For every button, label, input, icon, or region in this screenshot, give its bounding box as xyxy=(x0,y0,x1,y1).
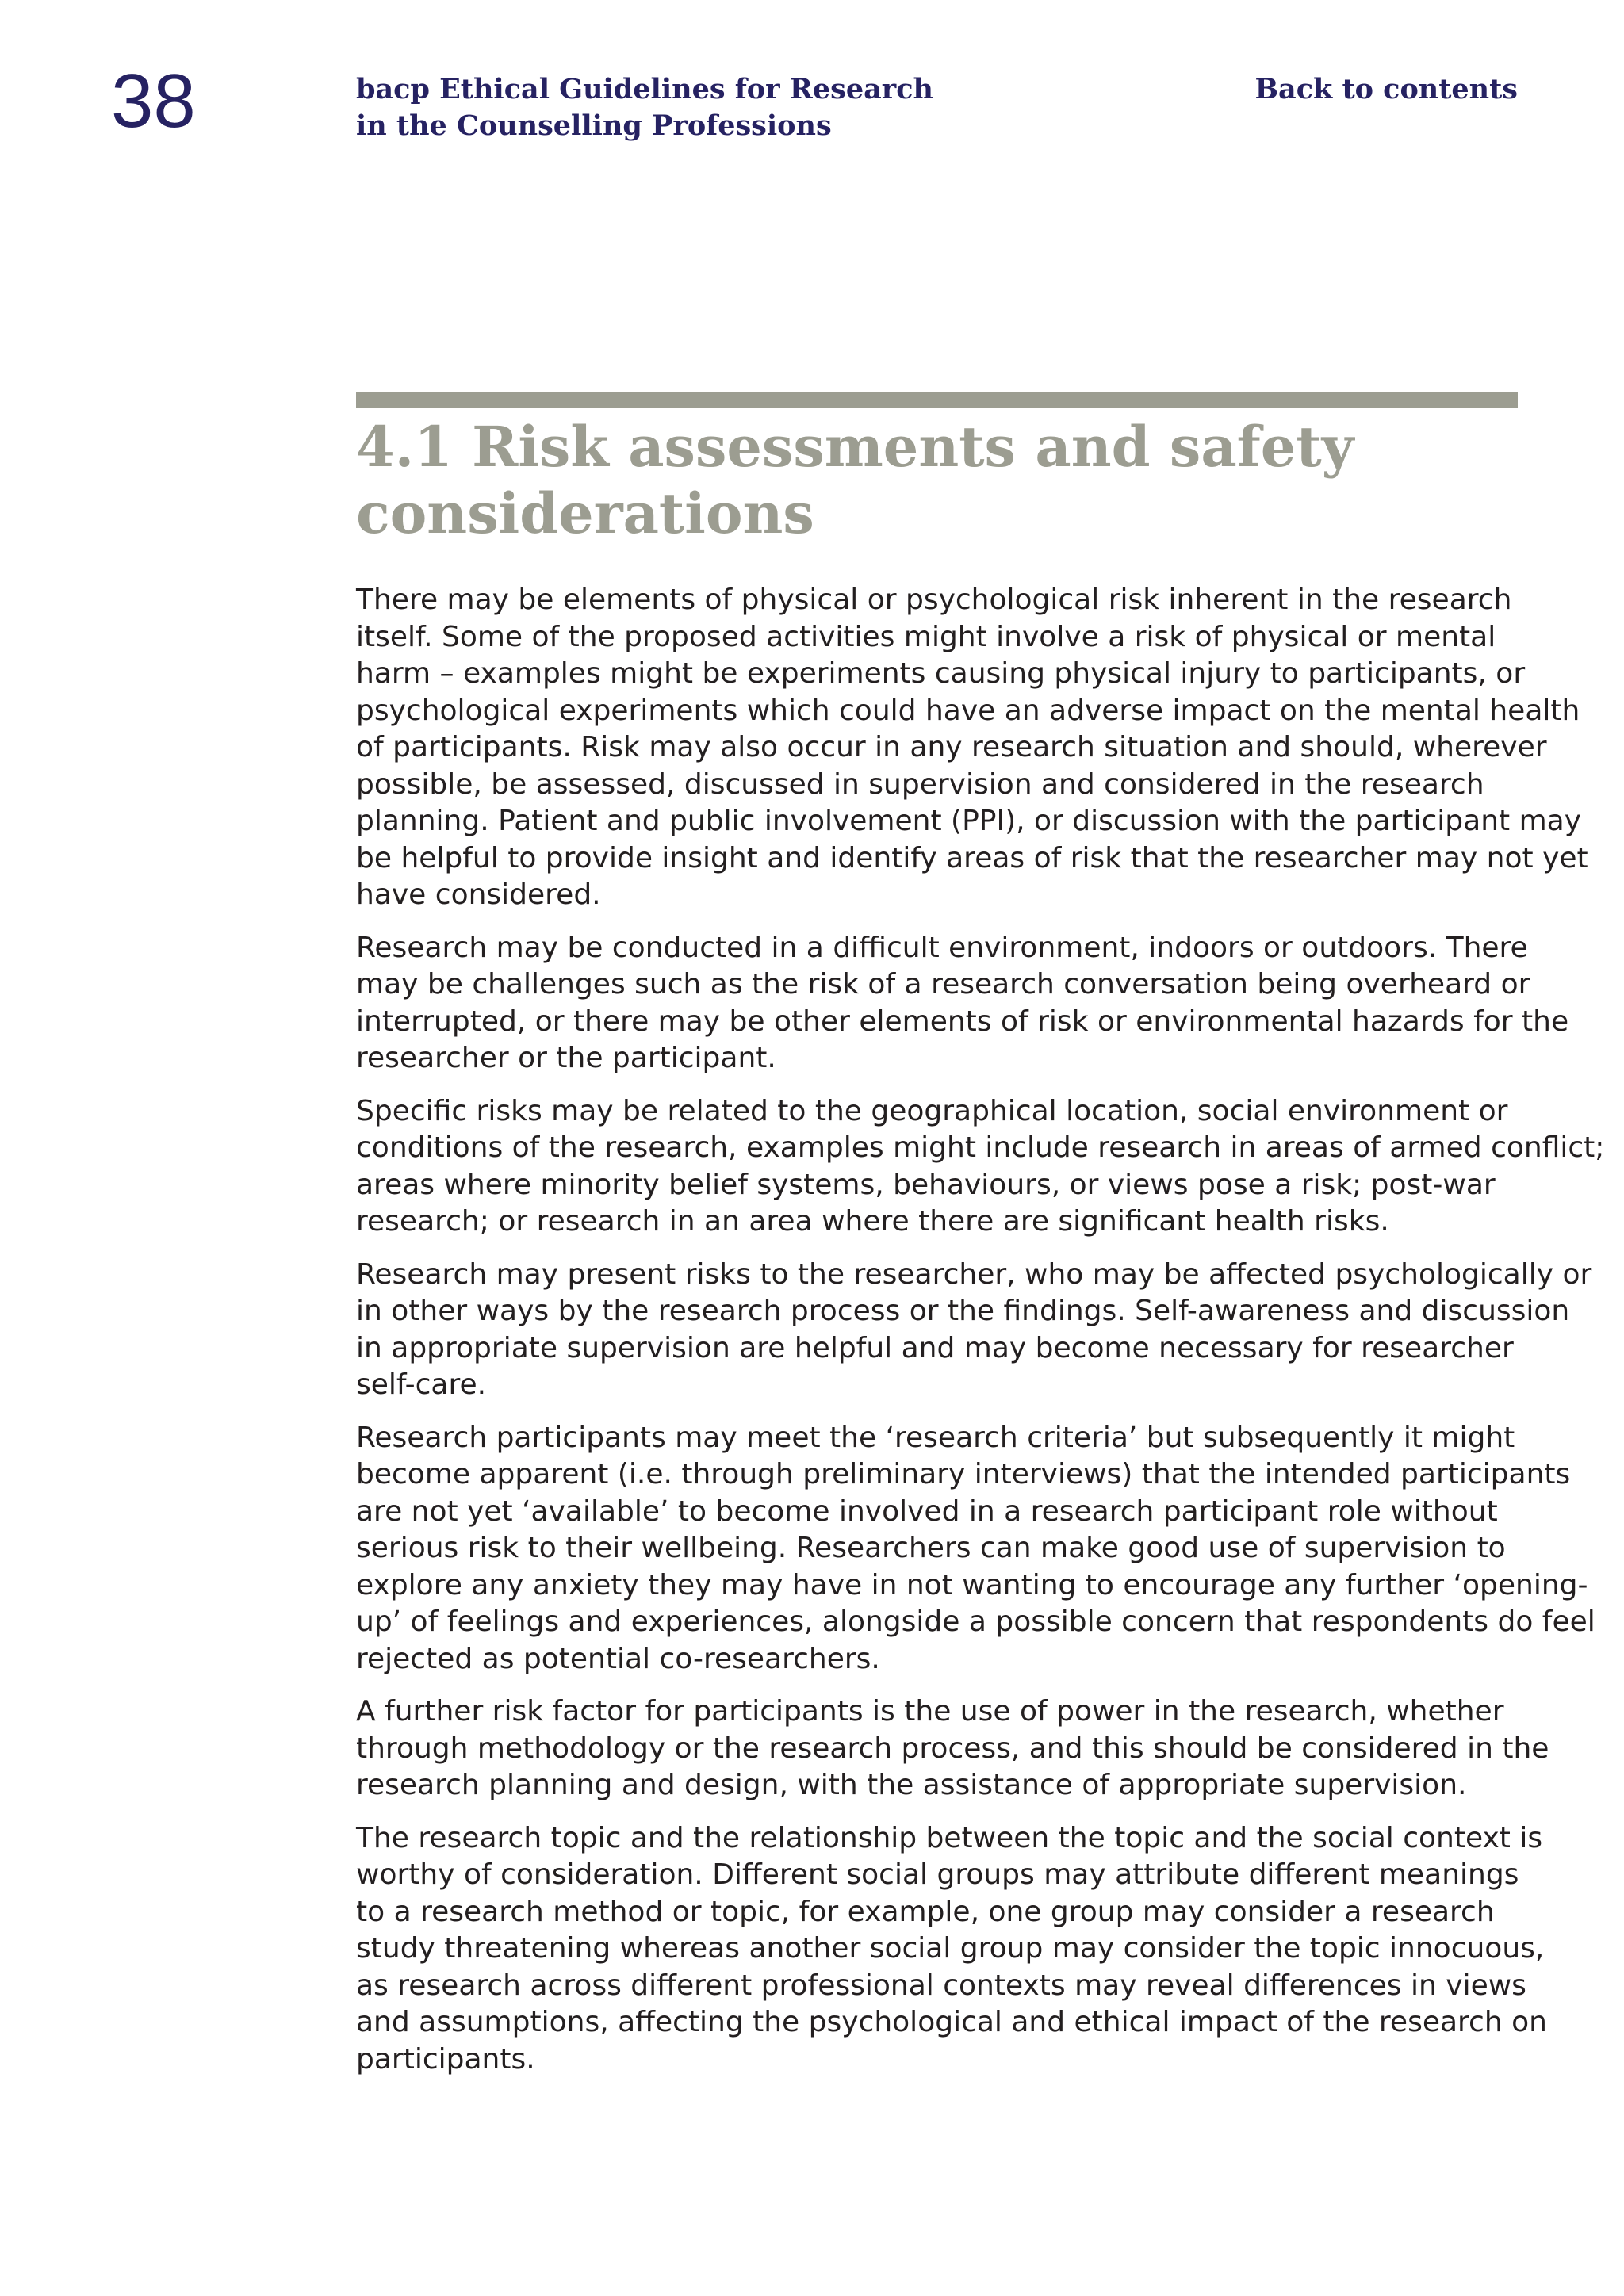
paragraph-line: serious risk to their wellbeing. Researchers can make good use of supervision to xyxy=(356,1532,1506,1564)
paragraph-line: study threatening whereas another social group may consider the topic innocuous, xyxy=(356,1932,1545,1965)
paragraph-line: rejected as potential co-researchers. xyxy=(356,1642,880,1675)
paragraph-line: and assumptions, affecting the psychological and ethical impact of the research on xyxy=(356,2006,1547,2038)
paragraph-line: may be challenges such as the risk of a research conversation being overheard or xyxy=(356,968,1530,1001)
paragraph-line: Research may be conducted in a difficult environment, indoors or outdoors. There xyxy=(356,931,1528,964)
body-paragraph xyxy=(356,1693,1549,1804)
paragraph-line: itself. Some of the proposed activities might involve a risk of physical or mental xyxy=(356,620,1496,653)
document-title-line: bacp Ethical Guidelines for Research xyxy=(356,73,933,105)
paragraph-line: have considered. xyxy=(356,878,601,911)
section-heading-line: 4.1 Risk assessments and safety xyxy=(356,414,1354,480)
paragraph-line: planning. Patient and public involvement (PPI), or discussion with the participant may xyxy=(356,805,1582,837)
paragraph-line: as research across different professional contexts may reveal differences in views xyxy=(356,1969,1526,2002)
document-title xyxy=(356,71,1070,144)
paragraph-line: conditions of the research, examples might include research in areas of armed conflict; xyxy=(356,1131,1605,1164)
paragraph-line: possible, be assessed, discussed in supervision and considered in the research xyxy=(356,767,1484,801)
document-title-line: in the Counselling Professions xyxy=(356,109,832,142)
paragraph-line: to a research method or topic, for example, one group may consider a research xyxy=(356,1895,1495,1928)
paragraph-line: Research participants may meet the ‘research criteria’ but subsequently it might xyxy=(356,1421,1515,1454)
paragraph-line: areas where minority belief systems, behaviours, or views pose a risk; post-war xyxy=(356,1168,1496,1201)
paragraph-line: A further risk factor for participants is the use of power in the research, whether xyxy=(356,1695,1504,1728)
paragraph-line: participants. xyxy=(356,2042,535,2076)
paragraph-line: harm – examples might be experiments causing physical injury to participants, or xyxy=(356,657,1526,690)
body-paragraph xyxy=(356,1820,1547,2079)
paragraph-line: researcher or the participant. xyxy=(356,1042,776,1074)
paragraph-line: up’ of feelings and experiences, alongside a possible concern that respondents do feel xyxy=(356,1605,1595,1638)
paragraph-line: Specific risks may be related to the geographical location, social environment or xyxy=(356,1094,1508,1127)
section-heading-line: considerations xyxy=(356,480,814,546)
paragraph-line: The research topic and the relationship between the topic and the social context is xyxy=(356,1821,1543,1854)
paragraph-line: There may be elements of physical or psychological risk inherent in the research xyxy=(356,584,1512,616)
paragraph-line: research planning and design, with the assistance of appropriate supervision. xyxy=(356,1769,1467,1801)
paragraph-line: are not yet ‘available’ to become involved in a research participant role without xyxy=(356,1494,1498,1528)
body-paragraph xyxy=(356,1257,1592,1404)
page-number: 38 xyxy=(111,59,196,144)
paragraph-line: through methodology or the research process, and this should be considered in the xyxy=(356,1732,1549,1765)
paragraph-line: Research may present risks to the researcher, who may be affected psychologically or xyxy=(356,1257,1592,1291)
body-paragraph xyxy=(356,930,1569,1077)
paragraph-line: in other ways by the research process or the findings. Self-awareness and discussion xyxy=(356,1295,1570,1327)
body-paragraph xyxy=(356,1093,1605,1241)
paragraph-line: worthy of consideration. Different social groups may attribute different meanings xyxy=(356,1858,1519,1891)
paragraph-line: in appropriate supervision are helpful and may become necessary for researcher xyxy=(356,1331,1514,1364)
paragraph-line: self-care. xyxy=(356,1368,487,1401)
body-text xyxy=(356,582,1605,2094)
paragraph-line: psychological experiments which could have an adverse impact on the mental health xyxy=(356,694,1580,727)
paragraph-line: research; or research in an area where there are significant health risks. xyxy=(356,1205,1389,1238)
section-heading xyxy=(356,414,1518,547)
paragraph-line: explore any anxiety they may have in not wanting to encourage any further ‘opening- xyxy=(356,1568,1588,1601)
paragraph-line: interrupted, or there may be other elements of risk or environmental hazards for the xyxy=(356,1004,1569,1038)
body-paragraph xyxy=(356,582,1588,914)
section-divider xyxy=(356,392,1518,408)
body-paragraph xyxy=(356,1420,1595,1678)
paragraph-line: become apparent (i.e. through preliminary interviews) that the intended participants xyxy=(356,1458,1571,1490)
back-to-contents-link[interactable]: Back to contents xyxy=(1254,73,1518,105)
paragraph-line: of participants. Risk may also occur in any research situation and should, wherever xyxy=(356,731,1547,763)
paragraph-line: be helpful to provide insight and identify areas of risk that the researcher may not yet xyxy=(356,841,1588,874)
